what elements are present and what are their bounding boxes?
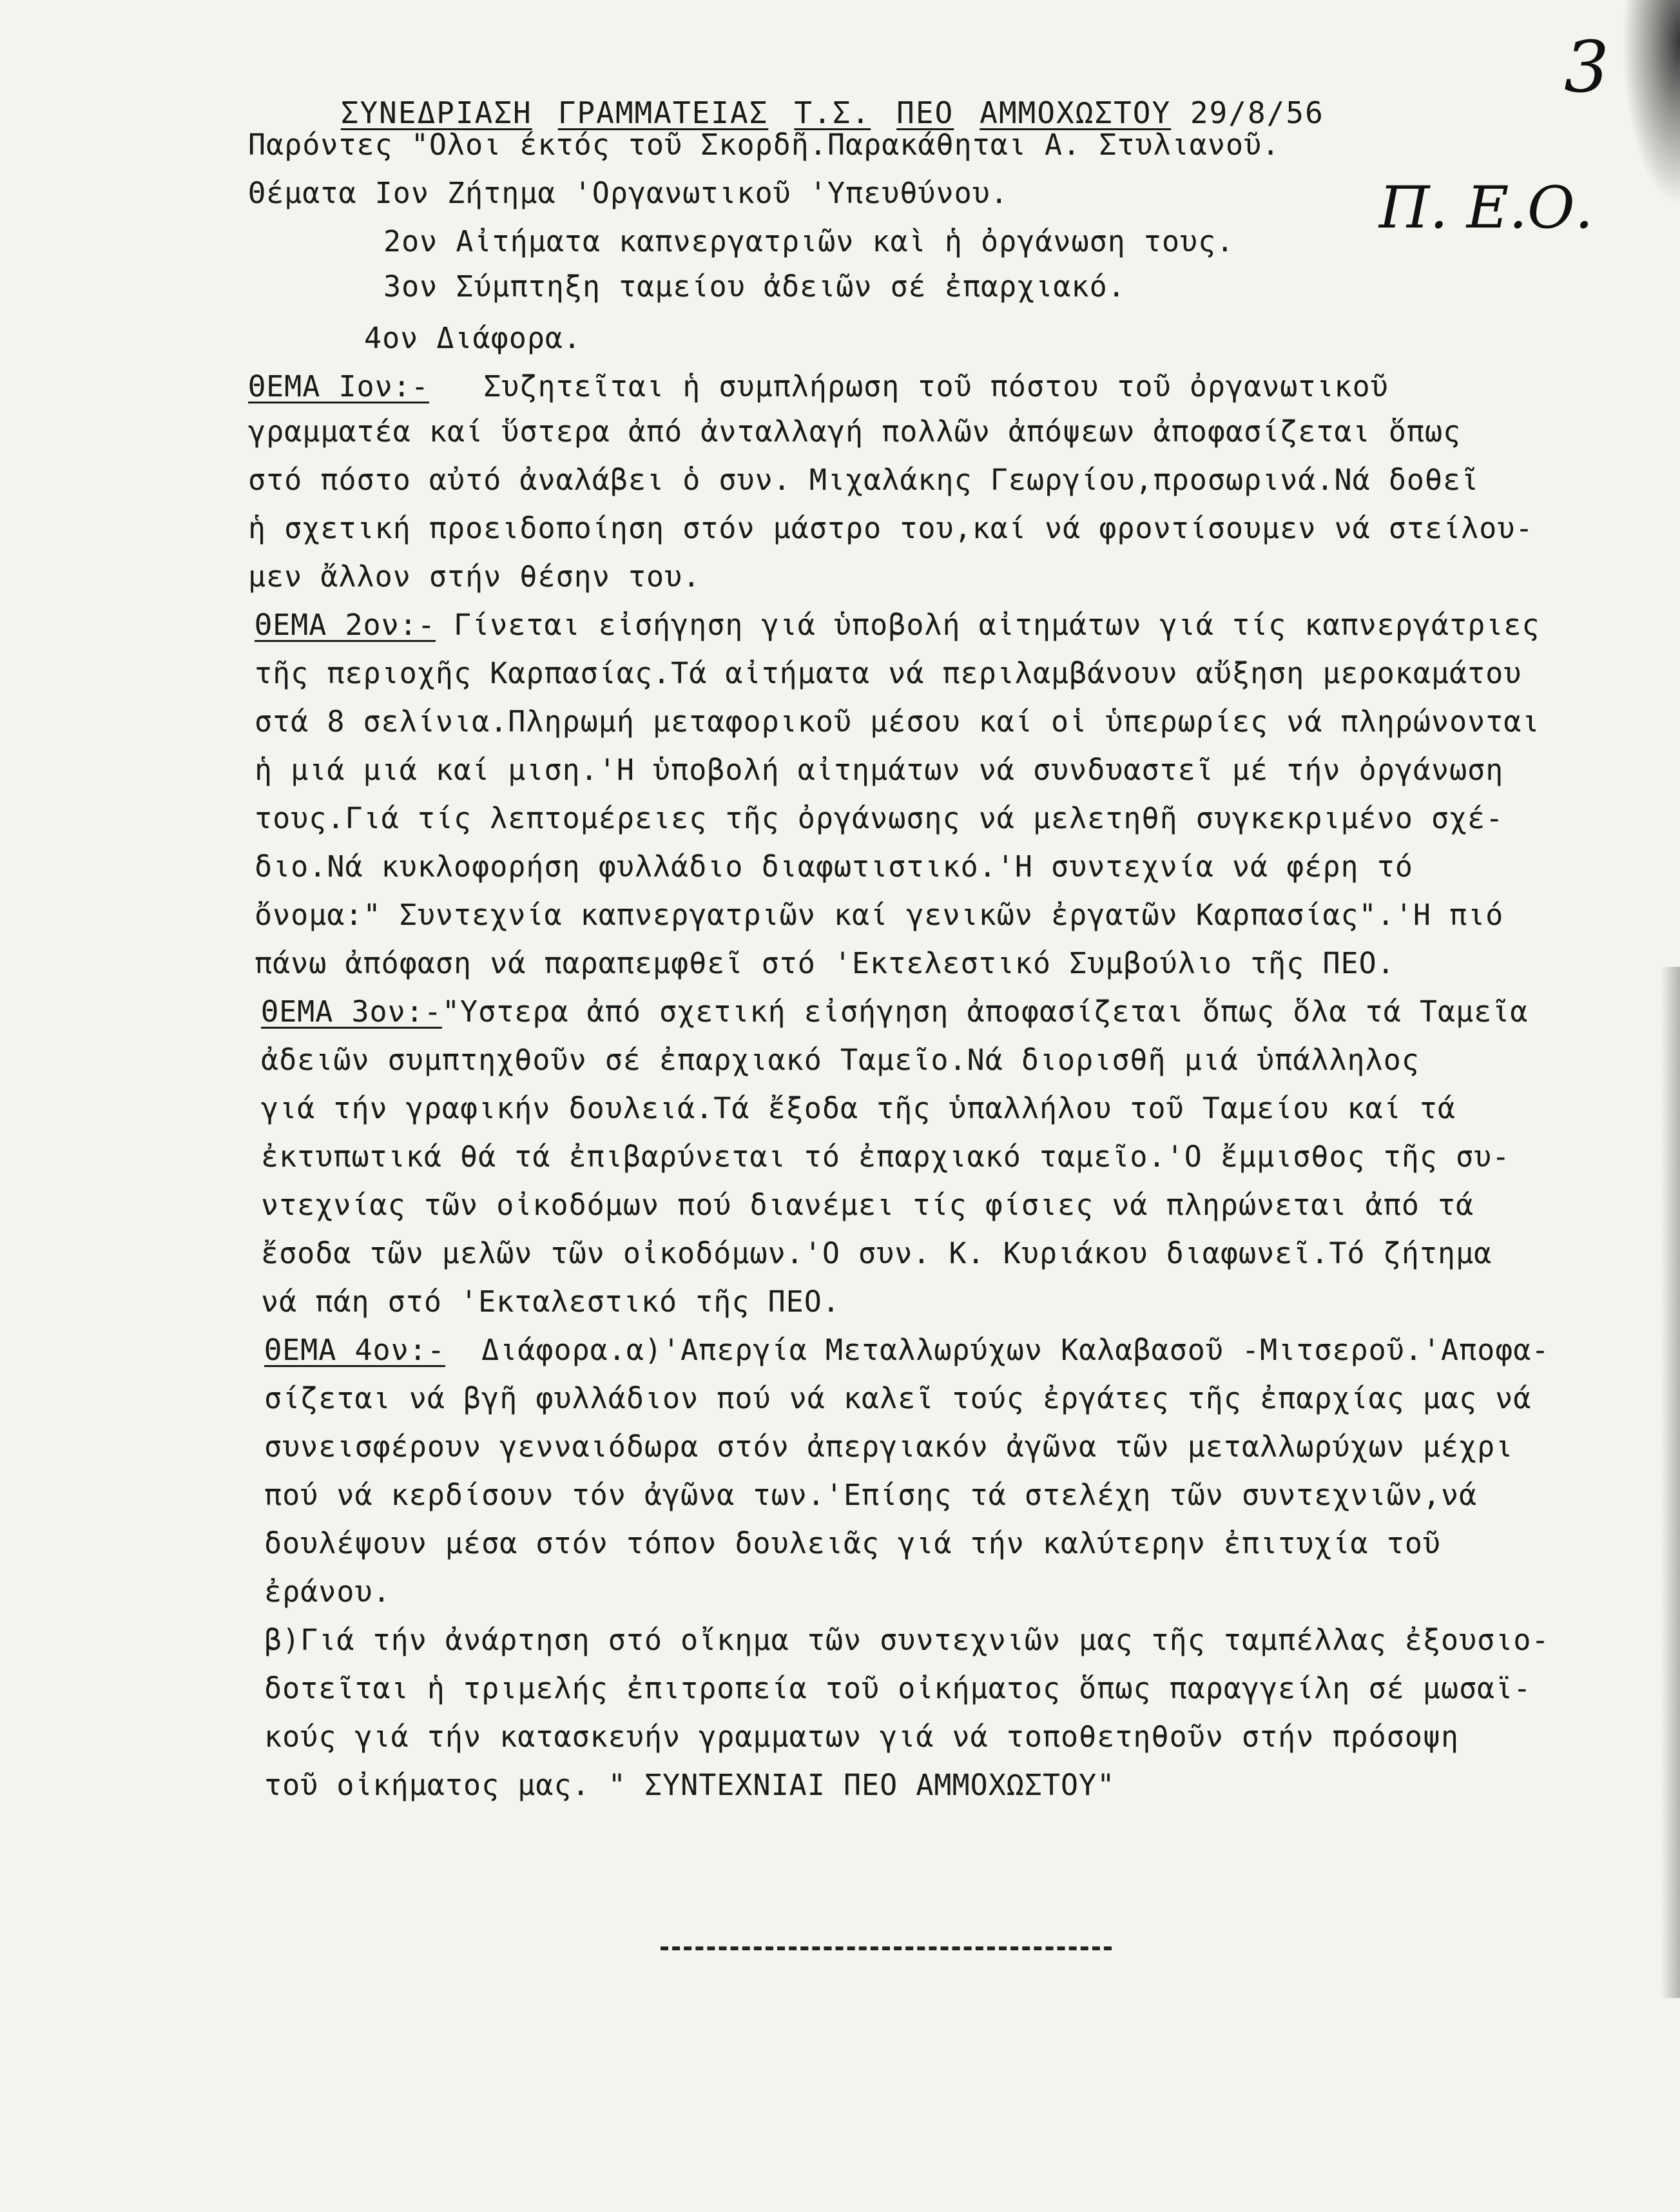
topic-4-line: πού νά κερδίσουν τόν ἀγῶνα των.'Επίσης τά στελέχη τῶν συντεχνιῶν,νά bbox=[264, 1478, 1478, 1512]
topic-2-line: τους.Γιά τίς λεπτομέρειες τῆς ὀργάνωσης νά μελετηθῆ συγκεκριμένο σχέ- bbox=[255, 801, 1504, 835]
closing-dashed-rule bbox=[661, 1946, 1112, 1950]
topic-1-line: στό πόστο αὐτό ἀναλάβει ὁ συν. Μιχαλάκης Γεωργίου,προσωρινά.Νά δοθεῖ bbox=[248, 463, 1480, 497]
topic-2-first-line bbox=[255, 606, 1540, 645]
topic-1-line: ἡ σχετική προειδοποίηση στόν μάστρο του,καί νά φροντίσουμεν νά στείλου- bbox=[248, 511, 1534, 545]
topic-2-line: ἡ μιά μιά καί μιση.'Η ὑποβολή αἰτημάτων νά συνδυαστεῖ μέ τήν ὀργάνωση bbox=[255, 753, 1504, 787]
attendees-line: Παρόντες "Ολοι έκτός τοῦ Σκορδῆ.Παρακάθηται Α. Στυλιανοῦ. bbox=[248, 128, 1280, 162]
topic-2-line: στά 8 σελίνια.Πληρωμή μεταφορικοῦ μέσου καί οἱ ὑπερωρίες νά πληρώνονται bbox=[255, 704, 1540, 739]
topic-2-label: ΘΕΜΑ 2ον:- bbox=[255, 608, 436, 642]
topic-1-line: μεν ἄλλον στήν θέσην του. bbox=[248, 559, 701, 594]
topic-4-line: ἐράνου. bbox=[264, 1575, 391, 1609]
topic-1-line: Συζητεῖται ἡ συμπλήρωση τοῦ πόστου τοῦ ὀργανωτικοῦ bbox=[483, 369, 1389, 403]
agenda-item: 4ον Διάφορα. bbox=[364, 321, 582, 355]
topic-4-line: κούς γιά τήν κατασκευήν γραμματων γιά νά τοποθετηθοῦν στήν πρόσοψη bbox=[264, 1720, 1460, 1754]
topic-3-line: "Υστερα ἀπό σχετική εἰσήγηση ἀποφασίζεται ὅπως ὅλα τά Ταμεῖα bbox=[441, 994, 1529, 1029]
topic-3-line: ἀδειῶν συμπτηχθοῦν σέ ἐπαρχιακό Ταμεῖο.Νά διορισθῆ μιά ὑπάλληλος bbox=[261, 1043, 1420, 1077]
topic-2-line: Γίνεται εἰσήγηση γιά ὑποβολή αἰτημάτων γιά τίς καπνεργάτριες bbox=[454, 608, 1540, 642]
topic-3-first-line bbox=[261, 993, 1528, 1031]
topic-3-line: ντεχνίας τῶν οἰκοδόμων πού διανέμει τίς φίσιες νά πληρώνεται ἀπό τά bbox=[261, 1188, 1474, 1222]
topic-2-line: τῆς περιοχῆς Καρπασίας.Τά αἰτήματα νά περιλαμβάνουν αὔξηση μεροκαμάτου bbox=[255, 656, 1522, 690]
header-word-4: ΠΕΟ bbox=[896, 95, 954, 130]
topic-3-label: ΘΕΜΑ 3ον:- bbox=[261, 994, 442, 1029]
topic-1-line: γραμματέα καί ὕστερα ἀπό ἀνταλλαγή πολλῶν ἀπόψεων ἀποφασίζεται ὅπως bbox=[248, 414, 1462, 449]
topic-3-line: ἐκτυπωτικά θά τά ἐπιβαρύνεται τό ἐπαρχιακό ταμεῖο.'Ο ἔμμισθος τῆς συ- bbox=[261, 1140, 1511, 1174]
agenda-item: 3ον Σύμπτηξη ταμείου ἀδειῶν σέ ἐπαρχιακό. bbox=[383, 269, 1126, 304]
topic-1-first-line bbox=[248, 367, 1389, 406]
page-number: 3 bbox=[1564, 26, 1609, 108]
header-word-2: ΓΡΑΜΜΑΤΕΙΑΣ bbox=[557, 95, 769, 130]
topic-4-line: συνεισφέρουν γενναιόδωρα στόν ἀπεργιακόν ἀγῶνα τῶν μεταλλωρύχων μέχρι bbox=[264, 1430, 1514, 1464]
topic-4-first-line bbox=[264, 1331, 1550, 1370]
topic-3-line: ἔσοδα τῶν μελῶν τῶν οἰκοδόμων.'Ο συν. Κ. Κυριάκου διαφωνεῖ.Τό ζήτημα bbox=[261, 1236, 1492, 1270]
topic-2-line: ὄνομα:" Συντεχνία καπνεργατριῶν καί γενικῶν ἐργατῶν Καρπασίας".'Η πιό bbox=[255, 898, 1504, 932]
agenda-item: 2ον Αἰτήματα καπνεργατριῶν καὶ ἡ ὀργάνωση τους. bbox=[383, 224, 1235, 258]
topic-2-line: πάνω ἀπόφαση νά παραπεμφθεῖ στό 'Εκτελεστικό Συμβούλιο τῆς ΠΕΟ. bbox=[255, 946, 1395, 980]
topic-4-line: τοῦ οἰκήματος μας. " ΣΥΝΤΕΧΝΙΑΙ ΠΕΟ ΑΜΜΟΧΩΣΤΟΥ" bbox=[264, 1768, 1115, 1802]
agenda-item: Θέματα Ιον Ζήτημα 'Οργανωτικοῦ 'Υπευθύνου. bbox=[248, 176, 1009, 210]
handwritten-initials: Π. Ε.Ο. bbox=[1379, 174, 1594, 242]
scan-edge-shadow bbox=[1661, 967, 1680, 1998]
topic-3-line: νά πάη στό 'Εκταλεστικό τῆς ΠΕΟ. bbox=[261, 1285, 840, 1319]
topic-3-line: γιά τήν γραφικήν δουλειά.Τά ἔξοδα τῆς ὑπαλλήλου τοῦ Ταμείου καί τά bbox=[261, 1091, 1456, 1125]
header-word-1: ΣΥΝΕΔΡΙΑΣΗ bbox=[340, 95, 532, 130]
topic-2-line: διο.Νά κυκλοφορήση φυλλάδιο διαφωτιστικό.'Η συντεχνία νά φέρη τό bbox=[255, 849, 1413, 884]
header-date: 29/8/56 bbox=[1190, 95, 1324, 130]
topic-4-line: δουλέψουν μέσα στόν τόπον δουλειᾶς γιά τήν καλύτερην ἐπιτυχία τοῦ bbox=[264, 1526, 1441, 1560]
header-word-5: ΑΜΜΟΧΩΣΤΟΥ bbox=[980, 95, 1172, 130]
topic-4-line: β)Γιά τήν ἀνάρτηση στό οἴκημα τῶν συντεχνιῶν μας τῆς ταμπέλλας ἐξουσιο- bbox=[264, 1623, 1550, 1657]
topic-4-label: ΘΕΜΑ 4ον:- bbox=[264, 1333, 445, 1367]
topic-4-line: σίζεται νά βγῆ φυλλάδιον πού νά καλεῖ τούς ἐργάτες τῆς ἐπαρχίας μας νά bbox=[264, 1381, 1532, 1415]
topic-1-label: ΘΕΜΑ Ιον:- bbox=[248, 369, 429, 403]
topic-4-line: δοτεῖται ἡ τριμελής ἐπιτροπεία τοῦ οἰκήματος ὅπως παραγγείλη σέ μωσαϊ- bbox=[264, 1671, 1532, 1705]
ink-smudge bbox=[1622, 0, 1680, 206]
topic-4-line: Διάφορα.α)'Απεργία Μεταλλωρύχων Καλαβασοῦ -Μιτσεροῦ.'Αποφα- bbox=[481, 1333, 1550, 1367]
header-word-3: Τ.Σ. bbox=[794, 95, 871, 130]
